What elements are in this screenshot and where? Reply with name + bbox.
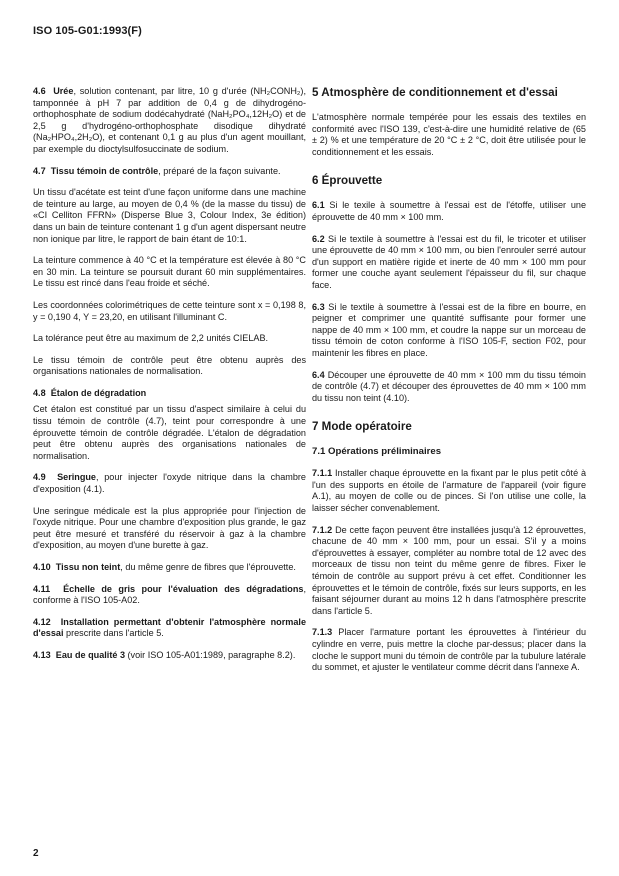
page-number: 2 [33, 848, 39, 859]
clause-number: 4.11 [33, 583, 51, 594]
clause-text: , pour injecter l'oxyde nitrique dans la chambre d'exposition (4.1). [33, 472, 306, 495]
clause-number: 6.3 [312, 301, 325, 312]
section-7-heading: 7 Mode opératoire [312, 420, 412, 434]
clause-text: Installer chaque éprouvette en la fixant par le plus petit côté à l'un des supports en étoile de l'armature de l'appareil (voir figure A.1), au moyen de colle ou de pinces. Si l'on utilise une colle, la laisser sécher convenablement. [312, 468, 586, 514]
clause-title: Seringue [57, 472, 96, 483]
clause-7-1-1 [312, 468, 586, 514]
clause-title: Échelle de gris pour l'évaluation des dégradations [63, 583, 304, 594]
section-6-heading: 6 Éprouvette [312, 174, 383, 188]
clause-text: prescrite dans l'article 5. [63, 628, 164, 639]
paragraph: Cet étalon est constitué par un tissu d'aspect similaire à celui du tissu témoin de contrôle (4.7), teint pour correspondre à une éprouvette témoin de contrôle dégradée. L'étalon de dégradation peut être obtenu auprès des organisations nationales de normalisation. [33, 404, 306, 461]
clause-4-7 [33, 166, 306, 178]
clause-6-2 [312, 234, 586, 292]
clause-number: 7.1.1 [312, 468, 333, 479]
clause-4-10 [33, 562, 306, 574]
subsection-7-1-heading: 7.1 Opérations préliminaires [312, 446, 442, 458]
clause-4-13 [33, 650, 306, 662]
clause-title: Tissu non teint [55, 562, 121, 572]
clause-6-3 [312, 302, 586, 360]
clause-7-1-3 [312, 627, 586, 673]
clause-4-6 [33, 86, 306, 156]
clause-text: , préparé de la façon suivante. [158, 165, 281, 176]
clause-title: Tissu témoin de contrôle [50, 165, 159, 176]
clause-4-12 [33, 617, 306, 640]
paragraph: La tolérance peut être au maximum de 2,2 unités CIELAB. [33, 333, 269, 344]
clause-number: 4.13 [33, 649, 51, 660]
clause-text: (voir ISO 105-A01:1989, paragraphe 8.2). [125, 649, 296, 660]
clause-text: , solution contenant, par litre, 10 g d'urée (NH₂CONH₂), tamponnée à pH 7 par addition de 0,4 g de dihydrogéno-orthophosphate de sodium dodécahydraté (NaH₂PO₄,12H₂O) et de 2,5 g d'hydrogéno-orthophosphate disodique dihydraté (Na₂HPO₄,2H₂O), et contenant 0,1 g au plus d'un agent mouillant, par exemple du dioctylsulfosuccinate de sodium. [33, 86, 306, 154]
section-5-heading: 5 Atmosphère de conditionnement et d'essai [312, 86, 558, 99]
clause-title: Étalon de dégradation [50, 387, 147, 398]
clause-number: 4.7 [33, 165, 46, 176]
clause-text: Découper une éprouvette de 40 mm × 100 mm du tissu témoin de contrôle (4.7) et découper des éprouvettes de 40 mm × 100 mm du tissu non teint (4.10). [312, 369, 586, 403]
paragraph: Les coordonnées colorimétriques de cette teinture sont x = 0,198 8, y = 0,190 4, Y = 23,20, en utilisant l'illuminant C. [33, 299, 306, 322]
clause-number: 4.12 [33, 616, 51, 627]
paragraph: Une seringue médicale est la plus appropriée pour l'injection de l'oxyde nitrique. Pour une chambre d'exposition plus grande, le gaz peut être mesuré et transféré du réservoir à gaz à la chambre d'exposition, au moyen d'une burette à gaz. [33, 505, 306, 551]
paragraph: Le tissu témoin de contrôle peut être obtenu auprès des organisations nationales de normalisation. [33, 354, 306, 377]
right-column [312, 86, 586, 684]
clause-number: 4.6 [33, 86, 46, 96]
clause-text: , du même genre de fibres que l'éprouvette. [120, 562, 296, 572]
clause-number: 7.1.3 [312, 627, 333, 638]
clause-title: Urée [53, 86, 74, 96]
clause-4-11 [33, 584, 306, 607]
clause-6-4 [312, 370, 586, 405]
clause-number: 6.1 [312, 200, 325, 211]
clause-title: Installation permettant d'obtenir l'atmosphère normale d'essai [33, 616, 306, 639]
clause-number: 4.9 [33, 472, 46, 483]
clause-number: 7.1.2 [312, 524, 333, 535]
document-header: ISO 105-G01:1993(F) [33, 25, 142, 37]
clause-number: 6.2 [312, 233, 325, 244]
clause-number: 4.8 [33, 387, 46, 398]
left-column [33, 86, 306, 672]
clause-text: Si le textile à soumettre à l'essai est de la fibre en bourre, en peigner et comprimer une quantité suffisante pour former une nappe de 40 mm × 100 mm, et coudre la nappe sur un morceau de tissu témoin de coton conforme à l'ISO 105-F, section F02, pour maintenir les fibres en place. [312, 301, 586, 358]
paragraph: Un tissu d'acétate est teint d'une façon uniforme dans une machine de teinture au large, au moyen de 0,4 % (de la masse du tissu) de «CI Celliton FFRN» (Disperse Blue 3, Colour Index, 3e édition) dans un bain de teinture contenant 1 g d'un agent dispersant neutre non ionique par litre, le rapport de bain étant de 10:1. [33, 187, 306, 244]
clause-4-9 [33, 472, 306, 495]
clause-6-1 [312, 200, 586, 223]
clause-title: Eau de qualité 3 [55, 649, 125, 660]
clause-7-1-2 [312, 525, 586, 618]
clause-text: Si le texile à soumettre à l'essai est de l'étoffe, utiliser une éprouvette de 40 mm × 100 mm. [312, 200, 586, 222]
clause-number: 4.10 [33, 562, 51, 572]
paragraph: La teinture commence à 40 °C et la température est élevée à 80 °C en 30 min. La teinture se poursuit durant 60 min supplémentaires. Le tissu est rincé dans l'eau froide et séché. [33, 255, 306, 289]
clause-text: Placer l'armature portant les éprouvettes à l'intérieur du cylindre en verre, puis mettre la cloche par-dessus; placer dans la cloche le support muni du témoin de contrôle par la tubulure latérale du sommet, et ajuster le ventilateur comme décrit dans l'annexe A. [312, 627, 586, 673]
clause-4-8 [33, 388, 306, 400]
paragraph: L'atmosphère normale tempérée pour les essais des textiles en conformité avec l'ISO 139, c'est-à-dire une humidité relative de (65 ± 2) % et une température de 20 °C ± 2 °C, doit être utilisée pour le conditionnement et les essais. [312, 112, 586, 157]
clause-number: 6.4 [312, 369, 325, 380]
clause-text: Si le textile à soumettre à l'essai est du fil, le tricoter et utiliser une éprouvette de 40 mm × 100 mm, ou bien l'enrouler serré autour d'un support en matière rigide et inerte de 40 mm × 100 mm pour former une couche ayant seulement l'épaisseur du fil, sur chaque face. [312, 233, 586, 290]
clause-text: De cette façon peuvent être installées jusqu'à 12 éprouvettes, chacune de 40 mm × 100 mm, pour un essai. S'il y a moins d'éprouvettes à essayer, compléter au nombre total de 12 avec des morceaux de tissu non teint du même genre de fibres. Fixer le témoin de contrôle au support prévu à cet effet. Conditionner les éprouvettes et le témoin de contrôle, fixés sur leurs supports, en les faisant séjourner durant au moins 12 h dans l'atmosphère prescrite dans l'article 5. [312, 524, 586, 616]
clause-text: , conforme à l'ISO 105-A02. [33, 583, 306, 606]
